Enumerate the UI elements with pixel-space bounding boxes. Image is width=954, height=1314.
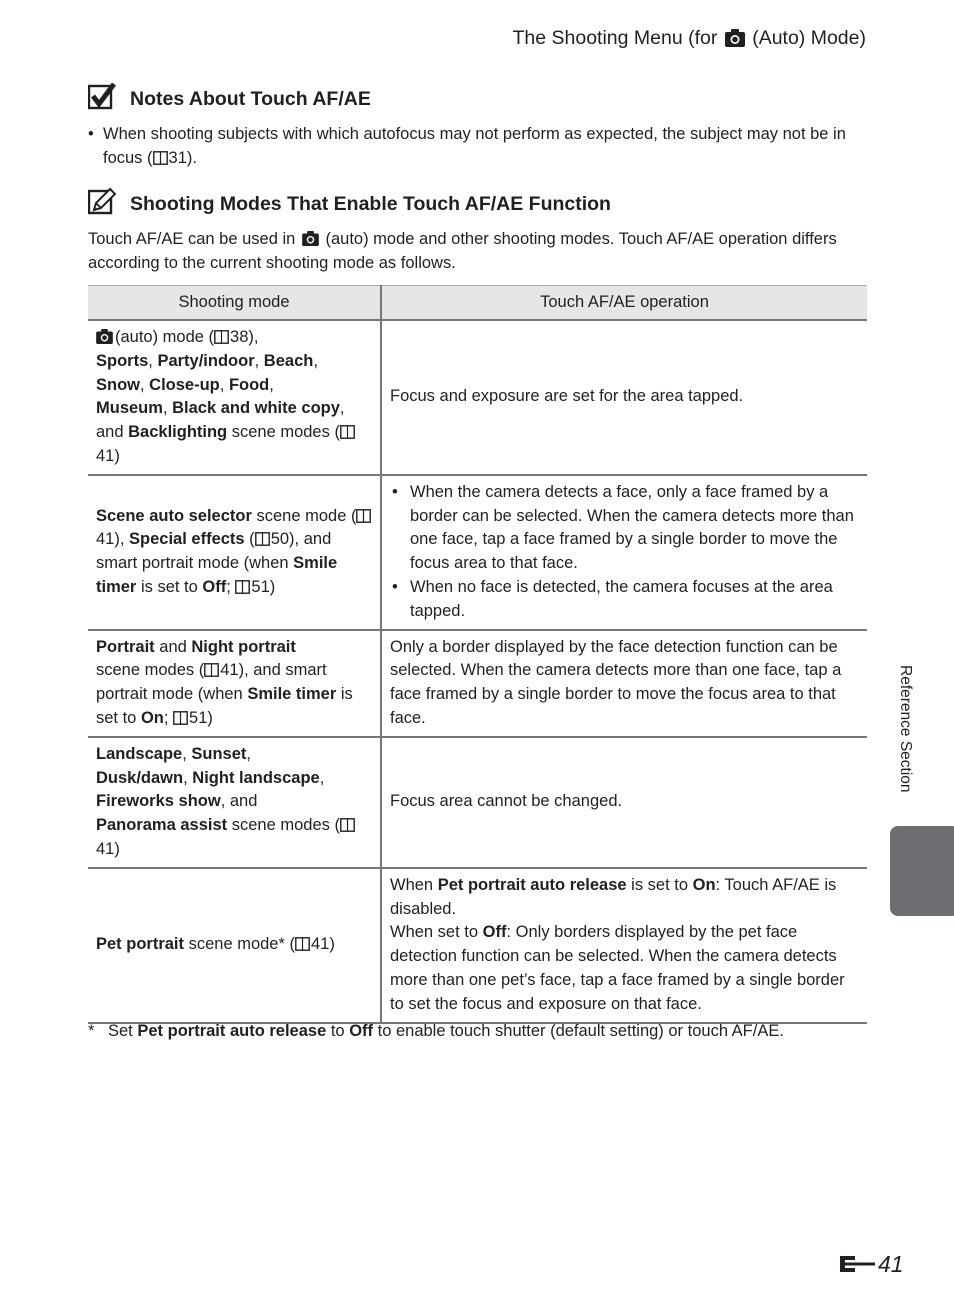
camera-icon [96,329,113,344]
mode-text: ), and smart portrait mode (when [96,661,327,704]
mode-text: (auto) mode ( [115,328,215,346]
mode-name: Special effects [129,530,245,549]
operation-text: When set to [390,923,483,942]
mode-cell [88,737,381,868]
pencil-icon [88,188,116,216]
separator: , [269,375,274,394]
mode-name: Night landscape [192,768,320,787]
page-ref: 41 [96,530,115,549]
footnote-mark: * [88,1022,95,1040]
mode-cell [88,475,381,630]
mode-name: Food [228,375,270,394]
book-reference-icon [340,818,355,832]
book-reference-icon [235,580,250,594]
section-tab [890,826,954,916]
table-row [88,737,867,868]
mode-text: scene mode ( [251,506,357,525]
separator: , [319,768,325,787]
separator: , [183,768,193,787]
book-reference-icon [356,509,371,523]
table-header-row [88,286,867,321]
notes-heading [88,83,371,111]
separator: , [148,351,158,370]
bullet-dot: • [88,125,94,143]
mode-text: ) [329,935,335,954]
setting-value: Off [349,1022,374,1040]
book-reference-icon [214,330,229,344]
touch-af-modes-heading [88,188,611,216]
separator: , [162,399,173,418]
mode-name: Night portrait [191,637,296,656]
mode-text: scene modes ( [96,661,205,680]
separator: , and [220,792,258,811]
mode-name: Party/indoor [157,351,255,370]
table-row [88,630,867,737]
page-ref: 41 [311,935,330,954]
operation-text: : Only borders displayed by the pet face detection function can be selected. When the camera detects more than one pet’s face, tap a face framed by a single border to set the focus and exposure on that face. [390,923,845,1013]
operation-text: is set to [626,875,693,894]
operation-text: When [390,875,438,894]
mode-name: Snow [96,375,140,394]
page-ref: 41 [96,839,115,858]
column-header-shooting-mode: Shooting mode [88,286,381,321]
intro-text-a: Touch AF/AE can be used in [88,230,296,248]
mode-name: Close-up [149,375,220,394]
mode-name: Smile timer [247,685,337,704]
touch-af-intro [88,227,873,275]
section-side-label [895,665,919,815]
notes-bullet-end: ). [186,149,197,167]
touch-af-modes-heading-text: Shooting Modes That Enable Touch AF/AE Function [130,193,611,215]
page-number-value: 41 [878,1251,904,1277]
notes-heading-text: Notes About Touch AF/AE [130,88,371,110]
mode-cell [88,630,381,737]
page-ref: 51 [189,708,208,727]
setting-value: On [692,875,716,894]
page-number [840,1251,904,1278]
mode-text: ) [269,577,276,596]
book-reference-icon [173,711,188,725]
separator: , [246,744,251,763]
mode-name: Smile timer [96,554,338,596]
book-reference-icon [295,937,310,951]
mode-name: Sunset [191,744,247,763]
mode-text: scene mode* ( [184,935,295,954]
mode-text: ; [163,708,174,727]
operation-bullet-list [390,481,859,624]
mode-name: Portrait [96,637,155,656]
table-row [88,320,867,475]
mode-text: is set to [136,577,203,596]
mode-name: Backlighting [128,423,228,442]
mode-text: ) [114,446,120,465]
mode-name: Panorama assist [96,816,228,835]
mode-text: and [154,637,192,656]
footnote-text: to [326,1022,350,1040]
footnote [88,1019,873,1043]
column-header-touch-operation: Touch AF/AE operation [381,286,867,321]
operation-bullet: • When the camera detects a face, only a face framed by a border can be selected. When the camera detects more than one face, tap a face framed by a single border to move the focus area to that face. [390,481,859,576]
mode-name: Museum [96,399,163,418]
mode-text: is set to [96,685,353,727]
separator: , [182,744,192,763]
table-row [88,475,867,630]
mode-text: ), and smart portrait mode (when [96,530,332,573]
page-ref: 38 [230,328,249,346]
mode-cell [88,320,381,475]
mode-text: scene modes ( [227,423,340,442]
checkmark-icon [88,83,116,111]
mode-text: scene modes ( [227,816,340,835]
header-title-prefix: The Shooting Menu (for [512,27,718,49]
mode-name: Landscape [96,744,183,763]
book-reference-icon [153,151,168,165]
header-title-suffix: (Auto) Mode) [752,27,866,49]
notes-bullet-text: When shooting subjects with which autofocus may not perform as expected, the subject may not be in focus ( [103,125,846,167]
page-header [512,27,866,50]
separator: , [140,375,150,394]
intro-text-b: (auto) mode and other shooting modes. Touch AF/AE operation differs according to the current shooting mode as follows. [88,230,837,272]
separator: , [219,375,229,394]
separator: , and [96,399,345,442]
mode-text: ( [244,530,255,549]
mode-name: Pet portrait [96,935,185,954]
mode-name: Sports [96,351,149,370]
book-reference-icon [204,663,219,677]
operation-cell: Focus and exposure are set for the area tapped. [381,320,867,475]
page-ref: 41 [96,446,115,465]
mode-name: Scene auto selector [96,506,252,525]
separator: , [254,351,264,370]
operation-cell [381,868,867,1023]
footnote-text: Set [108,1022,138,1040]
operation-bullet: • When no face is detected, the camera focuses at the area tapped. [390,576,859,624]
section-side-label-text: Reference Section [897,665,914,793]
mode-name: Dusk/dawn [96,768,184,787]
notes-bullet [88,122,873,170]
shooting-modes-table [88,285,867,1024]
mode-text: ; [226,577,236,596]
setting-value: Off [482,923,507,942]
operation-cell: Focus area cannot be changed. [381,737,867,868]
mode-text: ) [114,839,120,858]
page-ref: 41 [220,661,239,680]
mode-text: ), [114,530,130,549]
page-ref: 51 [251,577,270,596]
mode-cell [88,868,381,1023]
setting-value: On [140,708,164,727]
page-ref: 50 [270,530,290,549]
book-reference-icon [340,425,355,439]
table-row [88,868,867,1023]
operation-text: : Touch AF/AE is disabled. [390,875,837,918]
book-reference-icon [255,532,270,546]
notes-bullet-ref: 31 [168,149,187,167]
setting-name: Pet portrait auto release [137,1022,327,1040]
mode-name: Beach [263,351,314,370]
mode-text: ) [207,708,213,727]
setting-name: Pet portrait auto release [437,875,627,894]
operation-cell [381,475,867,630]
separator: , [313,351,318,370]
operation-cell: Only a border displayed by the face detection function can be selected. When the camera detects more than one face, tap a face framed by a single border to move the focus area to that face. [381,630,867,737]
footnote-text: to enable touch shutter (default setting) or touch AF/AE. [373,1022,784,1040]
camera-icon [725,29,745,47]
mode-text: ), [248,328,259,346]
mode-name: Fireworks show [96,792,221,811]
camera-icon [302,231,319,246]
reference-e-icon [840,1253,878,1275]
mode-name: Black and white copy [172,399,340,418]
setting-value: Off [202,577,227,596]
